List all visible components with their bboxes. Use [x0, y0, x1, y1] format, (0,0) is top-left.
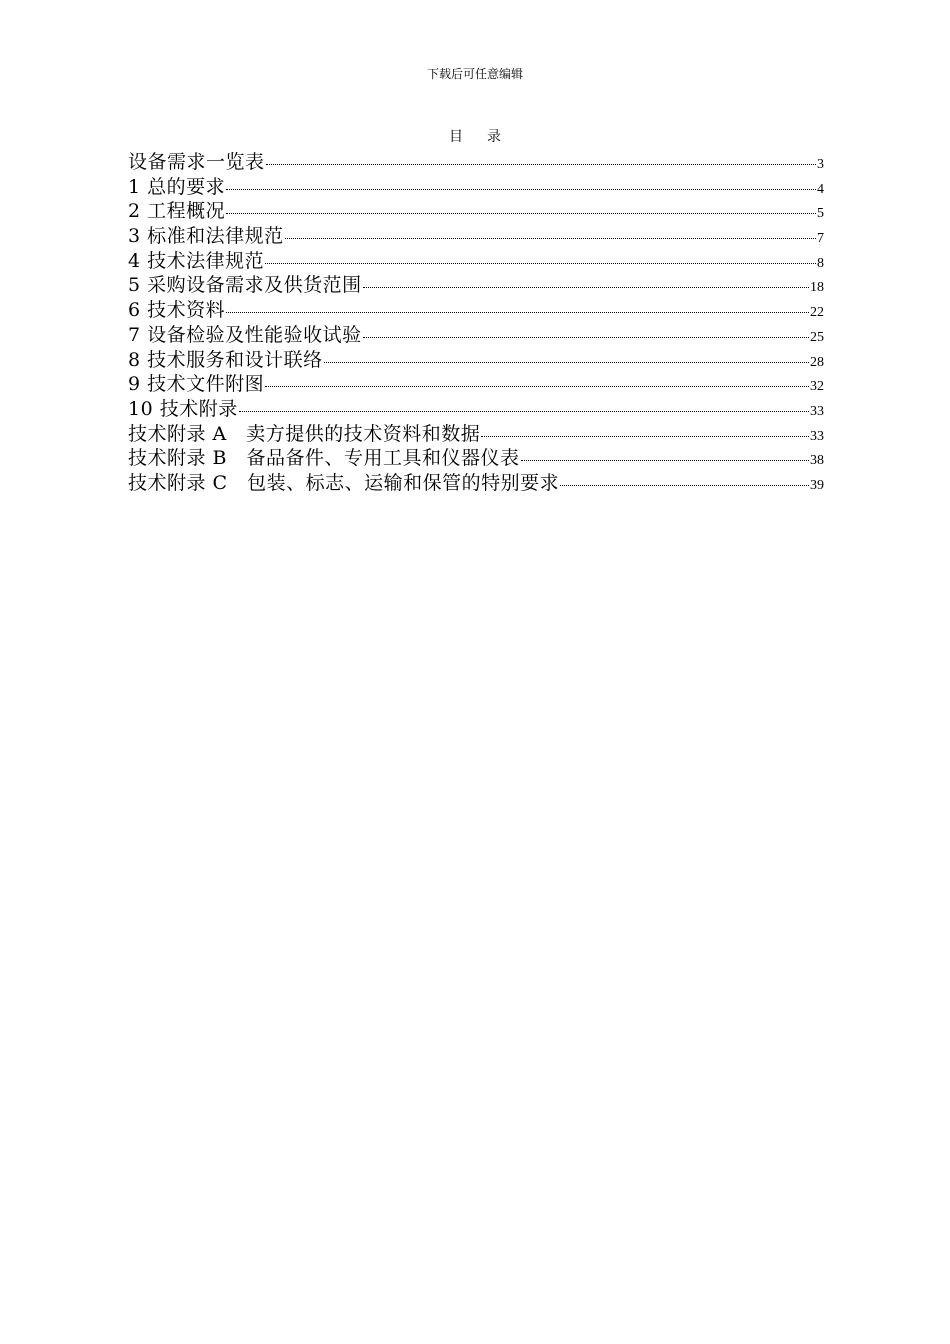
dot-leader: [265, 386, 809, 387]
toc-entry[interactable]: [128, 298, 824, 323]
dot-leader: [324, 362, 809, 363]
toc-entry-label: 5 采购设备需求及供货范围: [128, 274, 362, 297]
toc-entry-label: 9 技术文件附图: [128, 373, 265, 396]
toc-entry-page: 25: [810, 329, 824, 345]
toc-entry-page: 4: [817, 181, 824, 197]
toc-entry[interactable]: [128, 224, 824, 249]
dot-leader: [226, 189, 816, 190]
toc-entry-page: 32: [810, 379, 824, 395]
toc-entry-page: 5: [817, 206, 824, 222]
toc-entry-page: 18: [810, 280, 824, 296]
toc-entry-page: 33: [810, 403, 824, 419]
toc-entry-label: 技术附录 C 包装、标志、运输和保管的特别要求: [128, 471, 560, 494]
toc-entry-label: 10 技术附录: [128, 397, 238, 420]
toc-entry-page: 39: [810, 477, 824, 493]
toc-entry-label: 2 工程概况: [128, 200, 226, 223]
dot-leader: [226, 312, 809, 313]
toc-entry-page: 28: [810, 354, 824, 370]
dot-leader: [521, 460, 809, 461]
toc-entry[interactable]: [128, 348, 824, 373]
dot-leader: [285, 238, 816, 239]
toc-entry-page: 38: [810, 453, 824, 469]
toc-entry[interactable]: [128, 273, 824, 298]
toc-entry-page: 22: [810, 305, 824, 321]
dot-leader: [560, 485, 809, 486]
toc-entry[interactable]: [128, 446, 824, 471]
toc-entry-label: 设备需求一览表: [128, 151, 265, 173]
toc-entry-label: 技术附录 B 备品备件、专用工具和仪器仪表: [128, 447, 520, 470]
toc-entry[interactable]: [128, 323, 824, 348]
toc-entry[interactable]: [128, 471, 824, 496]
download-note: 下载后可任意编辑: [426, 67, 523, 81]
dot-leader: [363, 287, 809, 288]
toc-entry[interactable]: [128, 175, 824, 200]
dot-leader: [265, 263, 816, 264]
toc-entry-page: 33: [810, 428, 824, 444]
toc-entry-label: 6 技术资料: [128, 299, 226, 322]
toc-entry[interactable]: [128, 397, 824, 422]
toc-entry-page: 8: [817, 255, 824, 271]
toc-entry-label: 3 标准和法律规范: [128, 225, 284, 248]
dot-leader: [239, 411, 809, 412]
toc-entry-label: 8 技术服务和设计联络: [128, 348, 323, 371]
toc-entry[interactable]: [128, 150, 824, 175]
toc-entry-label: 4 技术法律规范: [128, 249, 265, 272]
dot-leader: [363, 337, 809, 338]
toc-entry-label: 技术附录 A 卖方提供的技术资料和数据: [128, 422, 481, 445]
toc-entry[interactable]: [128, 249, 824, 274]
toc-entry-label: 1 总的要求: [128, 175, 226, 198]
dot-leader: [481, 436, 809, 437]
toc-entry[interactable]: [128, 372, 824, 397]
dot-leader: [226, 213, 816, 214]
dot-leader: [266, 164, 816, 165]
toc-entry-label: 7 设备检验及性能验收试验: [128, 323, 362, 346]
table-of-contents: [128, 150, 824, 496]
toc-title: 目录: [449, 129, 525, 145]
toc-entry[interactable]: [128, 422, 824, 447]
toc-entry-page: 7: [817, 231, 824, 247]
toc-entry-page: 3: [817, 157, 824, 172]
toc-entry[interactable]: [128, 199, 824, 224]
